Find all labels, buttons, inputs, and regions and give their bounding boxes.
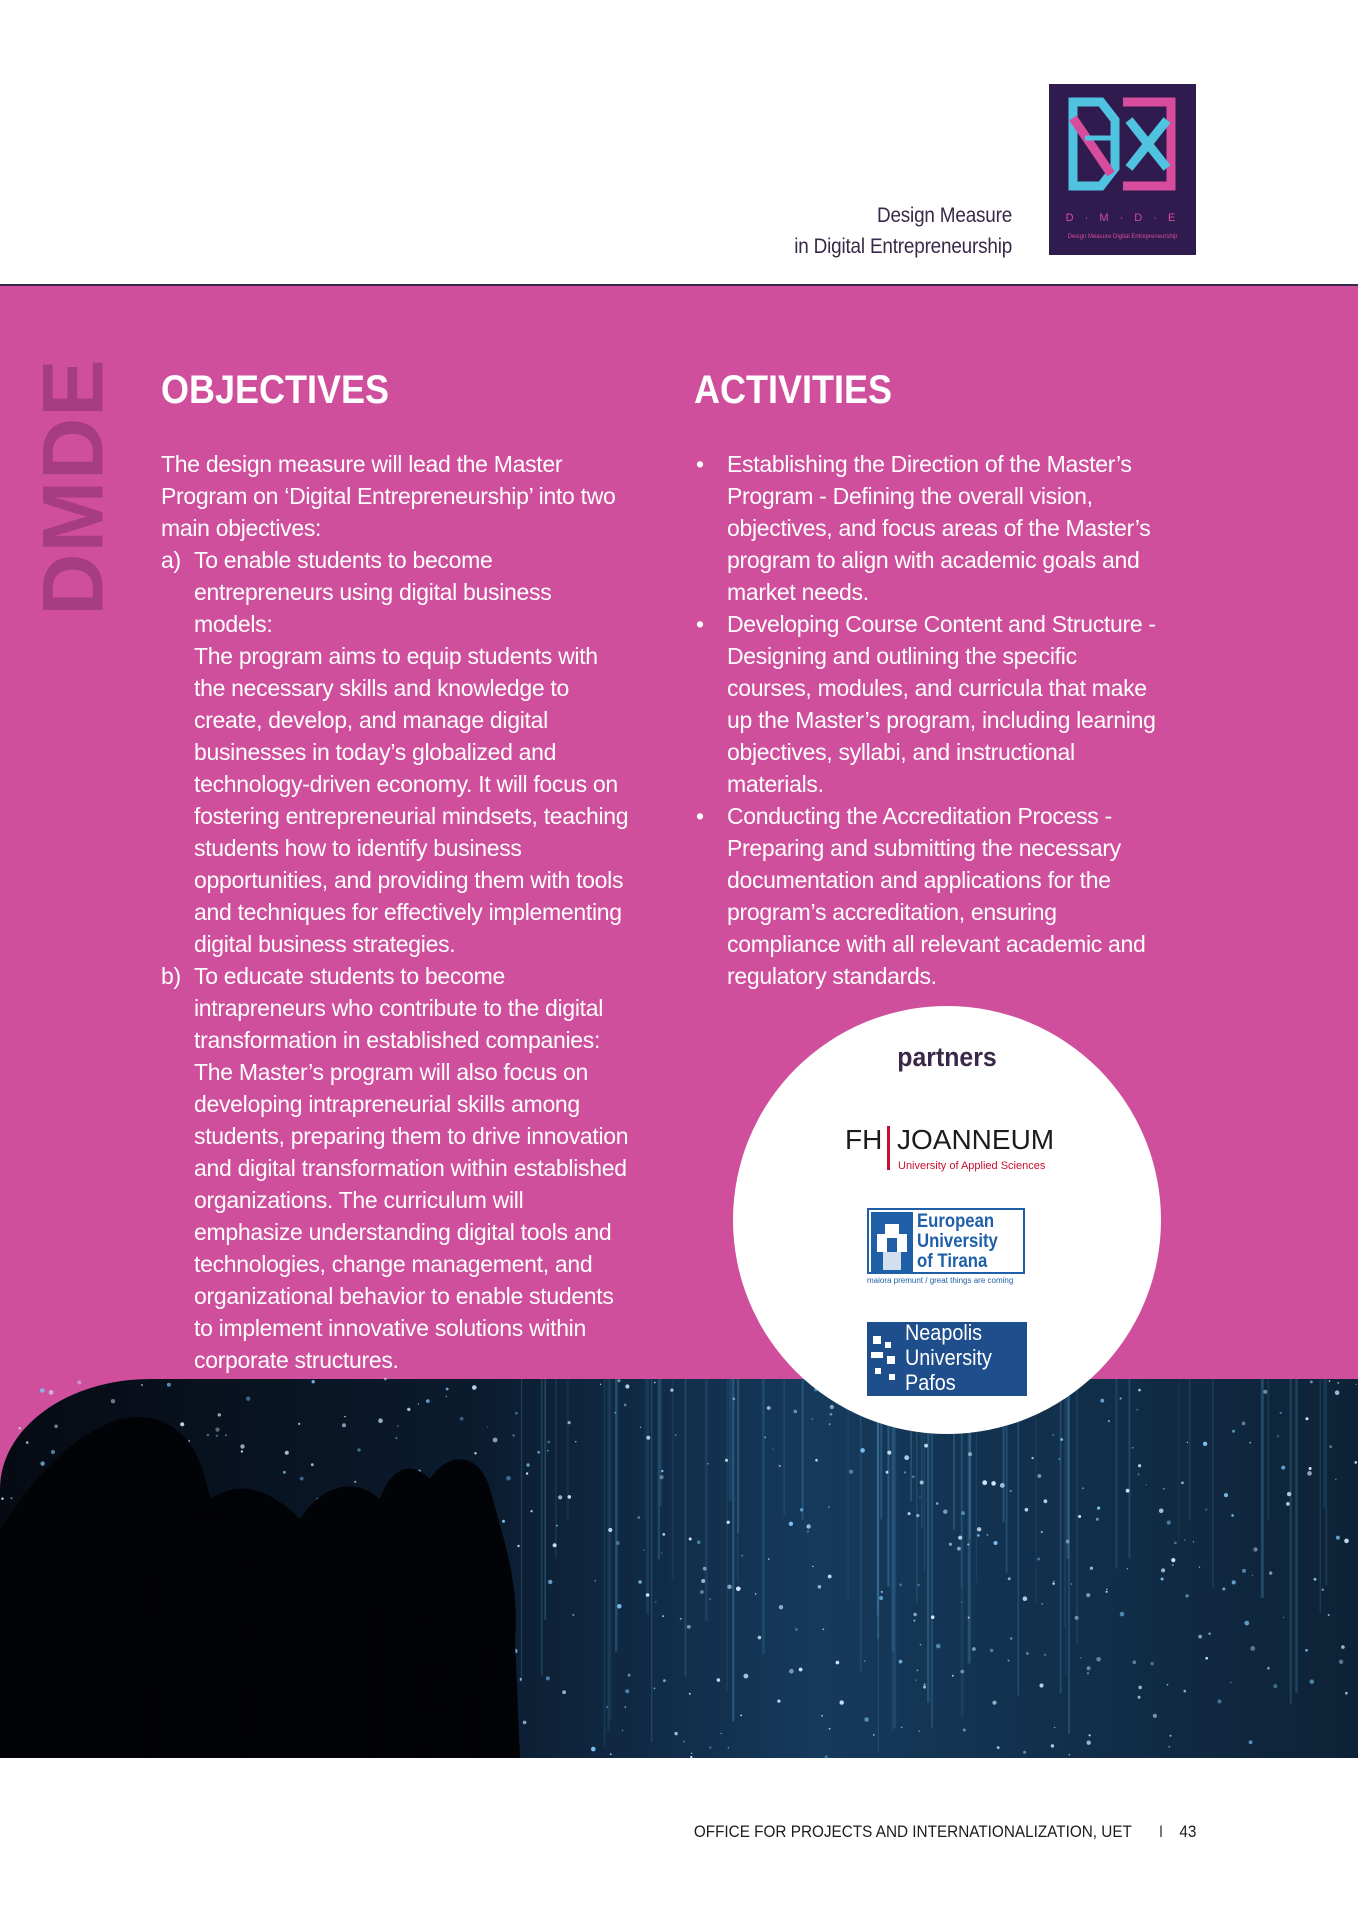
- objectives-heading: OBJECTIVES: [161, 368, 390, 412]
- page-number: 43: [1178, 1822, 1196, 1841]
- neapolis-name-line1: Neapolis: [905, 1320, 983, 1345]
- objective-item: [161, 544, 631, 960]
- logo-tagline: Design Measure Digital Entrepreneurship: [1067, 234, 1178, 240]
- activity-text: Establishing the Direction of the Master’s Program - Defining the overall vision, objectives, and focus areas of the Master’s program to align with academic goals and market needs.: [727, 451, 1151, 605]
- dmde-logo-mark-icon: [1049, 84, 1196, 255]
- fh-joanneum-logo: [845, 1124, 1065, 1180]
- footer-separator: I: [1158, 1822, 1163, 1841]
- eut-motto: maiora premunt / great things are coming: [867, 1276, 1014, 1285]
- eut-logo-frame: [867, 1208, 1025, 1274]
- activity-item: [694, 800, 1164, 992]
- logo-letters: D · M · D · E: [1065, 212, 1180, 224]
- activity-item: [694, 448, 1164, 608]
- fh-joanneum-fh: FH: [845, 1124, 883, 1155]
- fh-joanneum-subtitle: University of Applied Sciences: [898, 1160, 1046, 1172]
- eut-name-line1: European: [917, 1211, 995, 1232]
- objectives-column: [161, 448, 631, 1376]
- objective-title: To enable students to become entrepreneurs using digital business models:: [194, 547, 552, 637]
- bullet-icon: •: [696, 611, 704, 637]
- fh-joanneum-divider: [887, 1126, 890, 1170]
- neapolis-name-line3: Pafos: [905, 1370, 956, 1395]
- objective-body: The program aims to equip students with the necessary skills and knowledge to create, develop, and manage digital businesses in today’s globalized and technology-driven economy. It will focus on fostering entrepreneurial mindsets, teaching students how to identify business opportunities, and providing them with tools and techniques for effectively implementing digital business strategies.: [194, 643, 629, 957]
- activity-item: [694, 608, 1164, 800]
- eut-name-line3: of Tirana: [917, 1251, 988, 1272]
- decorative-photo: [0, 1379, 1358, 1758]
- partners-badge: [733, 1006, 1161, 1434]
- neapolis-mark-icon: [867, 1322, 903, 1396]
- objective-item: [161, 960, 631, 1376]
- dmde-logo: [1049, 84, 1196, 255]
- header-title: [794, 200, 1012, 262]
- partners-title: partners: [897, 1042, 997, 1072]
- activities-list: [694, 448, 1164, 992]
- header-title-line2: in Digital Entrepreneurship: [794, 235, 1012, 258]
- objective-marker: a): [161, 547, 181, 573]
- eut-name: [917, 1212, 1012, 1272]
- neapolis-logo: [867, 1322, 1027, 1396]
- objective-body: The Master’s program will also focus on developing intrapreneurial skills among students, preparing them to drive innovation and digital transformation within established organizations. The curriculum will emphasize understanding digital tools and technologies, change management, and organizational behavior to enable students to implement innovative solutions within corporate structures.: [194, 1059, 629, 1373]
- objectives-intro: The design measure will lead the Master Program on ‘Digital Entrepreneurship’ into two main objectives:: [161, 451, 616, 541]
- page-footer: [693, 1822, 1196, 1842]
- activity-text: Conducting the Accreditation Process - Preparing and submitting the necessary documentation and applications for the program’s accreditation, ensuring compliance with all relevant academic and regulatory standards.: [727, 803, 1146, 989]
- activities-heading: ACTIVITIES: [694, 368, 893, 412]
- side-label-text: DMDE: [25, 358, 122, 616]
- header-title-line1: Design Measure: [876, 204, 1012, 227]
- side-label: [25, 358, 122, 616]
- activity-text: Developing Course Content and Structure - Designing and outlining the specific courses, modules, and curricula that make up the Master’s program, including learning objectives, syllabi, and instructional materials.: [727, 611, 1156, 797]
- light-field-image: [0, 1379, 1358, 1758]
- activities-column: [694, 448, 1164, 992]
- fh-joanneum-name: JOANNEUM: [897, 1124, 1055, 1155]
- objectives-list: [161, 544, 631, 1376]
- objective-title: To educate students to become intrapreneurs who contribute to the digital transformation in established companies:: [194, 963, 604, 1053]
- bullet-icon: •: [696, 451, 704, 477]
- neapolis-name-line2: University: [905, 1345, 992, 1370]
- objective-marker: b): [161, 963, 181, 989]
- eut-name-line2: University: [917, 1231, 998, 1252]
- neapolis-name: [905, 1320, 1018, 1395]
- footer-office: OFFICE FOR PROJECTS AND INTERNATIONALIZATION, UET: [693, 1822, 1132, 1841]
- eut-logo: [867, 1208, 1027, 1288]
- eut-crest-icon: [871, 1212, 913, 1274]
- bullet-icon: •: [696, 803, 704, 829]
